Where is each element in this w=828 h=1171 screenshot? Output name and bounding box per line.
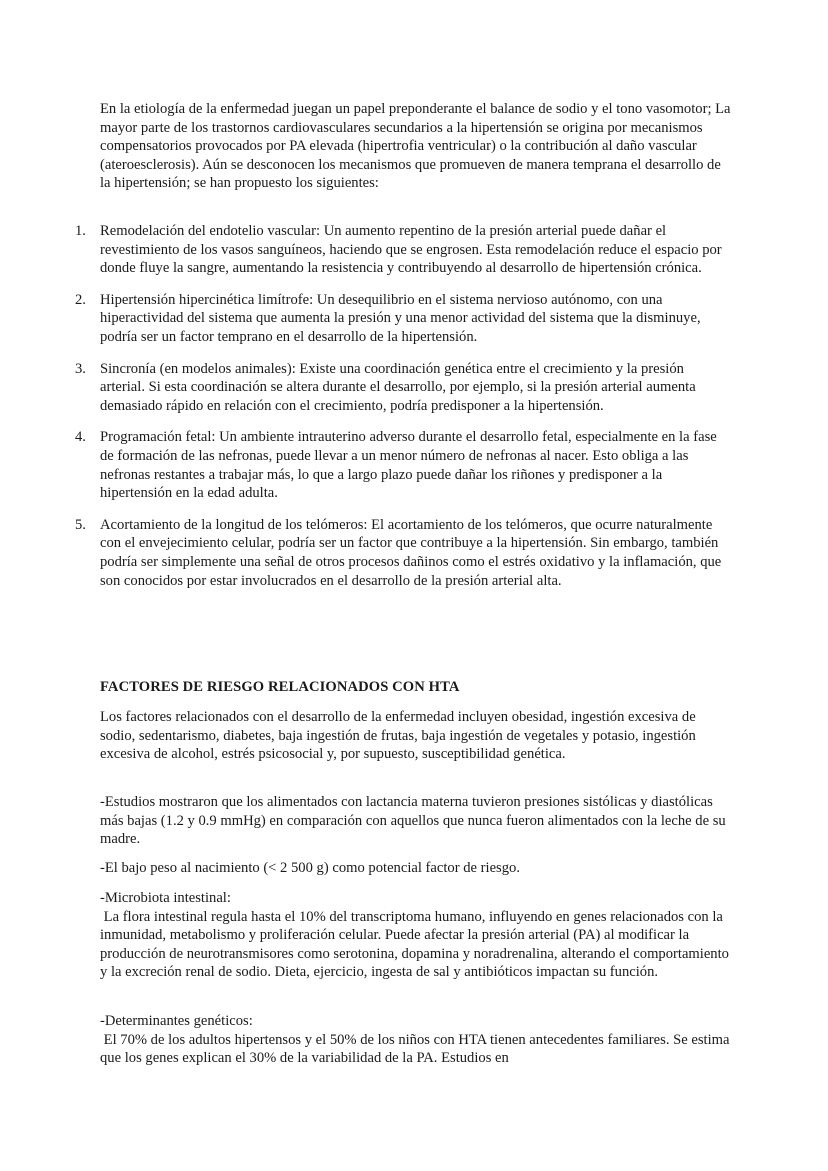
birth-weight-paragraph: -El bajo peso al nacimiento (< 2 500 g) como potencial factor de riesgo. (100, 860, 520, 876)
intro-paragraph: En la etiología de la enfermedad juegan un papel preponderante el balance de sodio y el tono vasomotor; La mayor parte de los trastornos cardiovasculares secundarios a la hipertensión se origina por mecanismos compensatorios provocados por PA elevada (hipertrofia ventricular) o la contribución al daño vascular (ateroesclerosis). Aún se desconocen los mecanismos que promueven de manera temprana el desarrollo de la hipertensión; se han propuesto los siguientes: (100, 101, 731, 192)
mechanisms-list (0, 222, 828, 603)
list-item (0, 291, 828, 347)
list-text: Acortamiento de la longitud de los telómeros: El acortamiento de los telómeros, que ocurre naturalmente con el envejecimiento celular, podría ser un factor que contribuye a la hipertensión. Sin embargo, también podría ser simplemente una señal de otros procesos dañinos como el estrés oxidativo y la inflamación, que son conocidos por estar involucrados en el desarrollo de la presión arterial alta. (100, 516, 722, 589)
list-text: Remodelación del endotelio vascular: Un aumento repentino de la presión arterial puede dañar el revestimiento de los vasos sanguíneos, haciendo que se engrosen. Esta remodelación reduce el espacio por donde fluye la sangre, aumentando la resistencia y contribuyendo al desarrollo de hipertensión crónica. (100, 223, 722, 277)
list-item (0, 360, 828, 416)
list-number: 2. (75, 291, 86, 308)
section-heading: FACTORES DE RIESGO RELACIONADOS CON HTA (100, 679, 460, 695)
microbiota-section (100, 889, 732, 982)
list-text: Programación fetal: Un ambiente intrauterino adverso durante el desarrollo fetal, especialmente en la fase de formación de las nefronas, puede llevar a un menor número de nefronas al nacer. Esto obliga a las nefronas restantes a trabajar más, lo que a largo plazo puede dañar los riñones y predisponer a la hipertensión en la edad adulta. (100, 429, 717, 502)
list-item (0, 222, 828, 278)
list-text: Hipertensión hipercinética limítrofe: Un desequilibrio en el sistema nervioso autónomo, con una hiperactividad del sistema que aumenta la presión y una menor actividad del sistema que la disminuye, podría ser un factor temprano en el desarrollo de la hipertensión. (100, 291, 701, 345)
list-text: Sincronía (en modelos animales): Existe una coordinación genética entre el crecimiento y la presión arterial. Si esta coordinación se altera durante el desarrollo, por ejemplo, si la presión arterial aumenta demasiado rápido en relación con el crecimiento, podría predisponer a la hipertensión. (100, 360, 696, 414)
genetics-section (100, 1012, 732, 1068)
genetics-text: El 70% de los adultos hipertensos y el 50% de los niños con HTA tienen antecedentes familiares. Se estima que los genes explican el 30% de la variabilidad de la PA. Estudios en (100, 1031, 734, 1067)
risk-intro-paragraph: Los factores relacionados con el desarrollo de la enfermedad incluyen obesidad, ingestión excesiva de sodio, sedentarismo, diabetes, baja ingestión de frutas, baja ingestión de vegetales y potasio, ingestión excesiva de alcohol, estrés psicosocial y, por supuesto, susceptibilidad genética. (100, 709, 696, 763)
list-item (0, 516, 828, 590)
list-number: 3. (75, 360, 86, 377)
list-number: 1. (75, 223, 86, 239)
breastfeeding-paragraph: -Estudios mostraron que los alimentados con lactancia materna tuvieron presiones sistólicas y diastólicas más bajas (1.2 y 0.9 mmHg) en comparación con aquellos que nunca fueron alimentados con la leche de su madre. (100, 794, 726, 848)
list-item (0, 428, 828, 502)
microbiota-text: La flora intestinal regula hasta el 10% del transcriptoma humano, influyendo en genes relacionados con la inmunidad, metabolismo y proliferación celular. Puede afectar la presión arterial (PA) al modificar la producción de neurotransmisores como serotonina, dopamina y noradrenalina, alterando el comportamiento y la excreción renal de sodio. Dieta, ejercicio, ingesta de sal y antibióticos impactan su función. (100, 908, 733, 981)
list-number: 5. (75, 516, 86, 533)
genetics-title: -Determinantes genéticos: (100, 1013, 253, 1029)
list-number: 4. (75, 429, 86, 446)
microbiota-title: -Microbiota intestinal: (100, 890, 231, 906)
